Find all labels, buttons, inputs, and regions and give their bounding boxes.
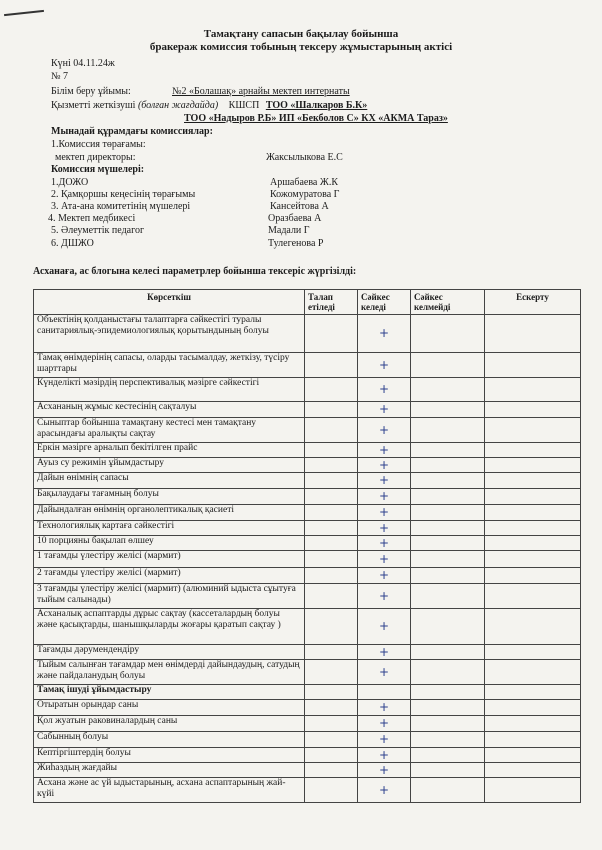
compliant-mark: + (358, 660, 411, 685)
table-row (34, 660, 581, 685)
compliant-mark: + (358, 584, 411, 609)
chair-role: мектеп директоры: (55, 152, 136, 163)
member-role: 4. Мектеп медбикесі (48, 213, 136, 224)
commission-heading: Мынадай құрамдағы комиссиялар: (51, 126, 213, 137)
row-indicator: Қол жуатын раковиналардың саны (34, 716, 305, 732)
compliant-mark: + (358, 609, 411, 645)
table-header-row (34, 290, 581, 315)
table-row (34, 568, 581, 584)
table-row (34, 473, 581, 489)
table-row (34, 521, 581, 536)
section-row (34, 685, 581, 700)
row-indicator: Технологиялық картаға сәйкестігі (34, 521, 305, 536)
col-indicator: Көрсеткіш (34, 290, 305, 315)
row-indicator: Еркін мәзірге арналып бекітілген прайс (34, 443, 305, 458)
table-row (34, 458, 581, 473)
compliant-mark: + (358, 732, 411, 748)
row-indicator: Дайын өнімнің сапасы (34, 473, 305, 489)
row-indicator: Тамақ өнімдерінің сапасы, оларды тасымалдау, жеткізу, түсіру шарттары (34, 353, 305, 378)
inspection-table (33, 289, 581, 803)
row-indicator: Тағамды дәрумендендіру (34, 645, 305, 660)
table-row (34, 609, 581, 645)
row-indicator: Объектінің қолданыстағы талаптарға сәйкестігі туралы санитариялық-эпидемиологиялық қорытындының болуы (34, 315, 305, 353)
compliant-mark: + (358, 378, 411, 402)
table-row (34, 353, 581, 378)
row-indicator: Асханалық аспаптарды дұрыс сақтау (кассеталардың болуы және қасықтарды, шанышқыларды жоғары қаратып сақтау ) (34, 609, 305, 645)
row-indicator: Тыйым салынған тағамдар мен өнімдерді дайындаудың, сатудың және пайдаланудың болуы (34, 660, 305, 685)
col-required: Талап етіледі (305, 290, 358, 315)
row-required (305, 315, 358, 353)
supplier-1: ТОО «Шалкаров Б.К» (265, 100, 368, 111)
member-name: Тулегенова Р (268, 238, 324, 249)
member-name: Кожомуратова Г (270, 189, 340, 200)
supplier-row (51, 100, 367, 111)
table-row (34, 584, 581, 609)
member-name: Аршабаева Ж.К (270, 177, 338, 188)
org-value: №2 «Болашақ» арнайы мектеп интернаты (172, 86, 350, 97)
member-name: Кансейтова А (270, 201, 329, 212)
row-indicator: 10 порцияны бақылап өлшеу (34, 536, 305, 551)
row-noncompliant (411, 315, 485, 353)
section-title: Тамақ ішуді ұйымдастыру (34, 685, 305, 700)
compliant-mark: + (358, 568, 411, 584)
compliant-mark: + (358, 645, 411, 660)
row-indicator: 1 тағамды үлестіру желісі (мармит) (34, 551, 305, 568)
inspection-intro: Асханаға, ас блогына келесі параметрлер бойынша тексеріс жүргізілді: (33, 266, 357, 277)
col-noncompliant: Сәйкес келмейді (411, 290, 485, 315)
row-indicator: Отыратын орындар саны (34, 700, 305, 716)
supplier-label: Қызметті жеткізуші (51, 100, 136, 111)
compliant-mark: + (358, 443, 411, 458)
title-line-1: Тамақтану сапасын бақылау бойынша (203, 28, 399, 40)
row-indicator: 3 тағамды үлестіру желісі (мармит) (алюминий ыдыста сұытуға тыйым салынады) (34, 584, 305, 609)
pen-stroke (4, 10, 44, 16)
table-row (34, 443, 581, 458)
table-row (34, 748, 581, 763)
row-note (485, 315, 581, 353)
row-indicator: Кептіргіштердің болуы (34, 748, 305, 763)
table-row (34, 536, 581, 551)
table-row (34, 505, 581, 521)
compliant-mark: + (358, 402, 411, 418)
member-role: 2. Қамқоршы кеңесінің төрағымы (51, 189, 196, 200)
compliant-mark: + (358, 315, 411, 353)
row-indicator: Жиһаздың жағдайы (34, 763, 305, 778)
table-row (34, 763, 581, 778)
compliant-mark: + (358, 700, 411, 716)
member-role: 5. Әлеуметтік педагог (51, 225, 145, 236)
table-row (34, 402, 581, 418)
table-row (34, 778, 581, 803)
compliant-mark: + (358, 716, 411, 732)
member-name: Оразбаева А (268, 213, 322, 224)
row-indicator: Күнделікті мәзірдің перспективалық мәзірге сәйкестігі (34, 378, 305, 402)
compliant-mark: + (358, 489, 411, 505)
table-row (34, 645, 581, 660)
row-indicator: Асхананың жұмыс кестесінің сақталуы (34, 402, 305, 418)
row-indicator: Сабынның болуы (34, 732, 305, 748)
row-indicator: Ауыз су режимін ұйымдастыру (34, 458, 305, 473)
supplier-note: (болған жағдайда) (137, 100, 219, 111)
col-note: Ескерту (485, 290, 581, 315)
table-row (34, 732, 581, 748)
date: Күні 04.11.24ж (51, 58, 115, 69)
table-row (34, 551, 581, 568)
row-indicator: 2 тағамды үлестіру желісі (мармит) (34, 568, 305, 584)
table-row (34, 315, 581, 353)
compliant-mark: + (358, 521, 411, 536)
compliant-mark: + (358, 458, 411, 473)
compliant-mark: + (358, 551, 411, 568)
col-compliant: Сәйкес келеді (358, 290, 411, 315)
act-number: № 7 (51, 71, 69, 82)
compliant-mark: + (358, 418, 411, 443)
compliant-mark: + (358, 536, 411, 551)
table-row (34, 700, 581, 716)
table-row (34, 418, 581, 443)
member-name: Мадали Г (268, 225, 310, 236)
table-row (34, 716, 581, 732)
compliant-mark: + (358, 763, 411, 778)
row-indicator: Дайындалған өнімнің органолептикалық қасиеті (34, 505, 305, 521)
title-line-2: бракераж комиссия тобының тексеру жұмыстарының актісі (149, 41, 453, 53)
row-indicator: Асхана және ас үй ыдыстарының, асхана аспаптарының жай-күйі (34, 778, 305, 803)
org-label: Білім беру ұйымы: (51, 86, 131, 97)
member-role: 1.ДОЖО (51, 177, 89, 188)
row-indicator: Сыныптар бойынша тамақтану кестесі мен тамақтану арасындағы аралықты сақтау (34, 418, 305, 443)
compliant-mark: + (358, 505, 411, 521)
member-role: 6. ДШЖО (51, 238, 94, 249)
chair-name: Жаксылыкова Е.С (266, 152, 343, 163)
table-row (34, 489, 581, 505)
compliant-mark: + (358, 778, 411, 803)
row-indicator: Бақылаудағы тағамның болуы (34, 489, 305, 505)
supplier-line-2: ТОО «Надыров Р.Б» ИП «Бекболов С» КХ «АКМА Тараз» (184, 113, 448, 124)
compliant-mark: + (358, 473, 411, 489)
members-heading: Комиссия мүшелері: (51, 164, 145, 175)
compliant-mark: + (358, 748, 411, 763)
table-row (34, 378, 581, 402)
member-role: 3. Ата-ана комитетінің мүшелері (51, 201, 191, 212)
compliant-mark: + (358, 353, 411, 378)
chair-label: 1.Комиссия төрағамы: (51, 139, 146, 150)
supplier-kgkp: КШСП (228, 100, 260, 111)
